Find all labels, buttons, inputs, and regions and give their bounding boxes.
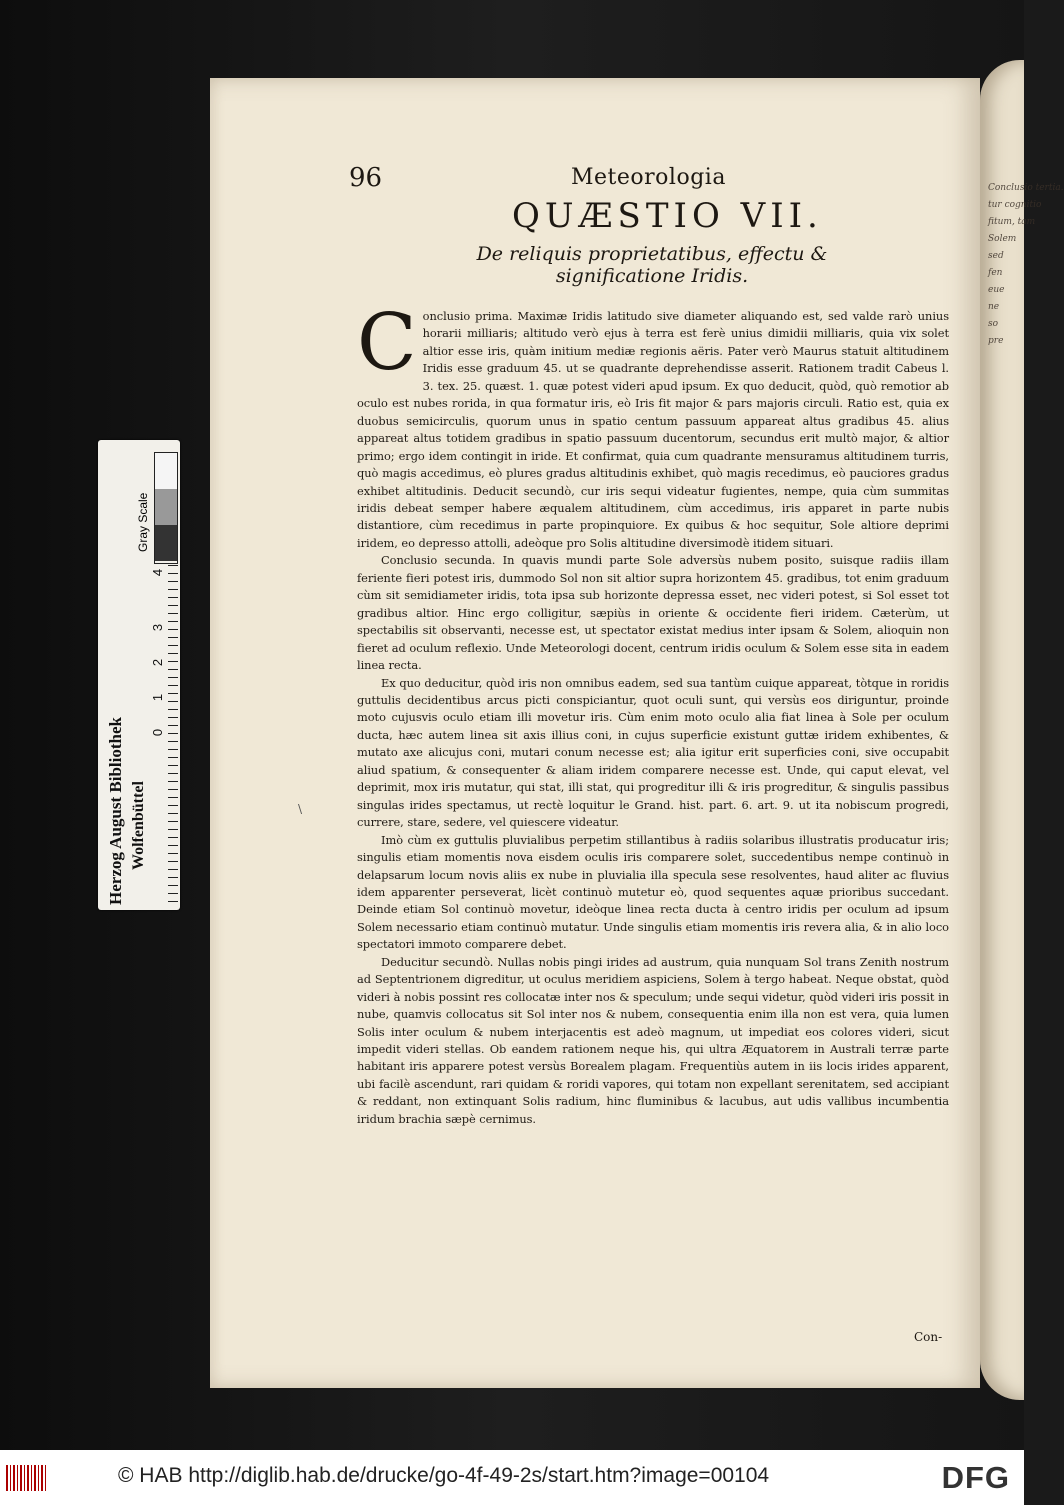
margin-mark: \ [298,802,303,816]
running-head [349,163,909,193]
viewer-footer [0,1450,1024,1505]
body-text [357,298,949,1128]
next-page-edge: Conclusio tertia. tur cognitio fitum, tam Solem sed fen eue ne so pre [980,60,1024,1400]
paragraph: Conclusio prima. Maximæ Iridis latitudo sive diameter aliquando est, sed valde rarò unius horarii milliaris; altitudo verò ejus à terra est ferè unius dimidii milliaris, quia vix solet altior esse iris, quàm initium mediæ regionis aëris. Pater verò Maurus statuit altitudinem Iridis esse graduum 45. ut se quadrante deprehendisse asserit. Rationem tradit Cabeus l. 3. tex. 25. quæst. 1. quæ potest videri apud ipsum. Ex quo deducit, quòd, quò remotior ab oculo est nubes rorida, in qua formatur iris, eò Iris fit major & pars majoris circuli. Ratio est, quia ex duobus semicirculis, quorum unus in spatio centum passuum appareat altus gradibus 45. alius appareat altus totidem gradibus in spatio passuum ducentorum, secundus erit multò major, & altior primo; ergo idem contingit in iride. Et confirmat, quia cum quadrante mensuramus altitudinem turris, quò magis accedimus, eò plures gradus altitudinis exhibet, quò magis recedimus, eò pauciores gradus exhibet altitudinis. Deducit secundò, cur iris sequi videatur fugientes, nempe, quia cùm summitas iridis debeat semper habere æqualem altitudinem, cùm accedimus, iris apparet in parte nubis distantiore, cùm recedimus in parte propinquiore. Ex quibus & hoc sequitur, Sole altiore deprimi iridem, eo depresso attolli, adeòque pro Solis altitudine diversimodè itidem situari. [357,298,949,550]
running-title: Meteorologia [571,165,726,190]
paragraph: Deducitur secundò. Nullas nobis pingi irides ad austrum, quia nunquam Sol trans Zenith nostrum ad Septentrionem digreditur, ut oculus meridiem aspiciens, Solem à tergo habeat. Neque obstat, quòd videri à nobis possint res collocatæ inter nos & speculum; unde sequi videtur, quòd videri iris possit in nube, quamvis collocatus sit Sol inter nos & nubem, consequentia enim illa non est vera, quia lumen Solis inter oculum & nubem interjacentis est adeò magnum, ut impediat eos colores videri, sicut impedit videri stellas. Ob eandem rationem neque his, qui ultra Æquatorem in Australi terræ parte habitant iris apparere potest versùs Borealem plagam. Frequentiùs autem in iis locis irides apparent, ubi facilè ascendunt, rari quidam & roridi vapores, qui totam non expellant serenitatem, sed accipiant & reddant, non extinquant Solis radium, hinc fluminibus & lacubus, aut udis vallibus incumbentia iridum brachia sæpè cernimus. [357,954,949,1126]
copyright-link[interactable]: © HAB http://diglib.hab.de/drucke/go-4f-49-2s/start.htm?image=00104 [118,1464,770,1487]
paragraph: Imò cùm ex guttulis pluvialibus perpetim stillantibus à radiis solaribus illustratis producatur iris; singulis etiam momentis nova eisdem oculis iris comparere solet, succedentibus nempe continuò in delapsarum locum novis aliis ex nube in pluvialia illa specula sese resolventes, haud aliter ac fluvius idem apparenter perseverat, licèt continuò mutetur eò, quod sequentes aquæ prioribus succedant. Deinde etiam Sol continuò movetur, ideòque linea recta ducta à centro iridis per oculum ad ipsum Solem necessario etiam continuò mutatur. Unde singulis etiam momentis iris revera alia, & in alio loco spectatori immoto comparere debet. [357,832,949,952]
question-title: QUÆSTIO VII. [512,196,823,236]
library-name: Herzog August Bibliothek [106,717,125,905]
color-scale-ruler: Gray Scale 0 1 2 3 4 Herzog August Bibliothek Wolfenbüttel [98,440,180,910]
barcode-icon [6,1465,46,1491]
dfg-logo: DFG [941,1460,1010,1495]
drop-cap: C [357,298,417,388]
catchword: Con- [914,1330,943,1344]
library-location: Wolfenbüttel [130,781,147,870]
paragraph: Ex quo deducitur, quòd iris non omnibus eadem, sed sua tantùm cuique appareat, tòtque in roridis guttulis decidentibus arcus picti conspiciantur, quot oculi sunt, qui versùs eos diriguntur, proinde moto cujusvis oculo etiam illi movetur iris. Cùm enim moto oculo alia fiat linea à Sole per oculum ducta, hæc autem linea sit axis illius coni, in cujus superficie existunt guttæ iridem exhibentes, & mutato axe alicujus coni, mutari conum necesse est; alia igitur erit superficies coni, sive occupabit aliud spatium, & consequenter & aliam iridem comparere necesse est. Unde, qui caput elevat, vel deprimit, mox iris mutatur, qui stat, illi stat, qui progreditur illi & iris progreditur, & singulis passibus singulas irides spectamus, ut rectè loquitur le Grand. hist. part. 6. art. 9. ut ita nobiscum progredi, currere, stare, sedere, vel quiescere videatur. [357,675,949,830]
gray-scale-label: Gray Scale [136,492,150,552]
question-subtitle: De reliquis proprietatibus, effectu & significatione Iridis. [476,243,828,287]
gray-scale-bar [154,452,178,564]
page-number: 96 [349,163,383,193]
paragraph: Conclusio secunda. In quavis mundi parte Sole adversùs nubem posito, suisque radiis illam feriente fieri potest iris, dummodo Sol non sit altior supra horizontem 45. gradibus, tot enim graduum cùm sit semidiameter iridis, tota ipsa sub horizonte depressa esset, nec videri potest, si Sol esset tot gradibus altior. Hinc ergo colligitur, sæpiùs in oriente & occidente fieri iridem. Cæterùm, ut spectabilis sit observanti, necesse est, ut spectator existat medius inter ipsam & Solem, alioquin non fieret ad oculum reflexio. Unde Meteorologi docent, centrum iridis oculum & Solem esse sita in eadem linea recta. [357,553,949,673]
